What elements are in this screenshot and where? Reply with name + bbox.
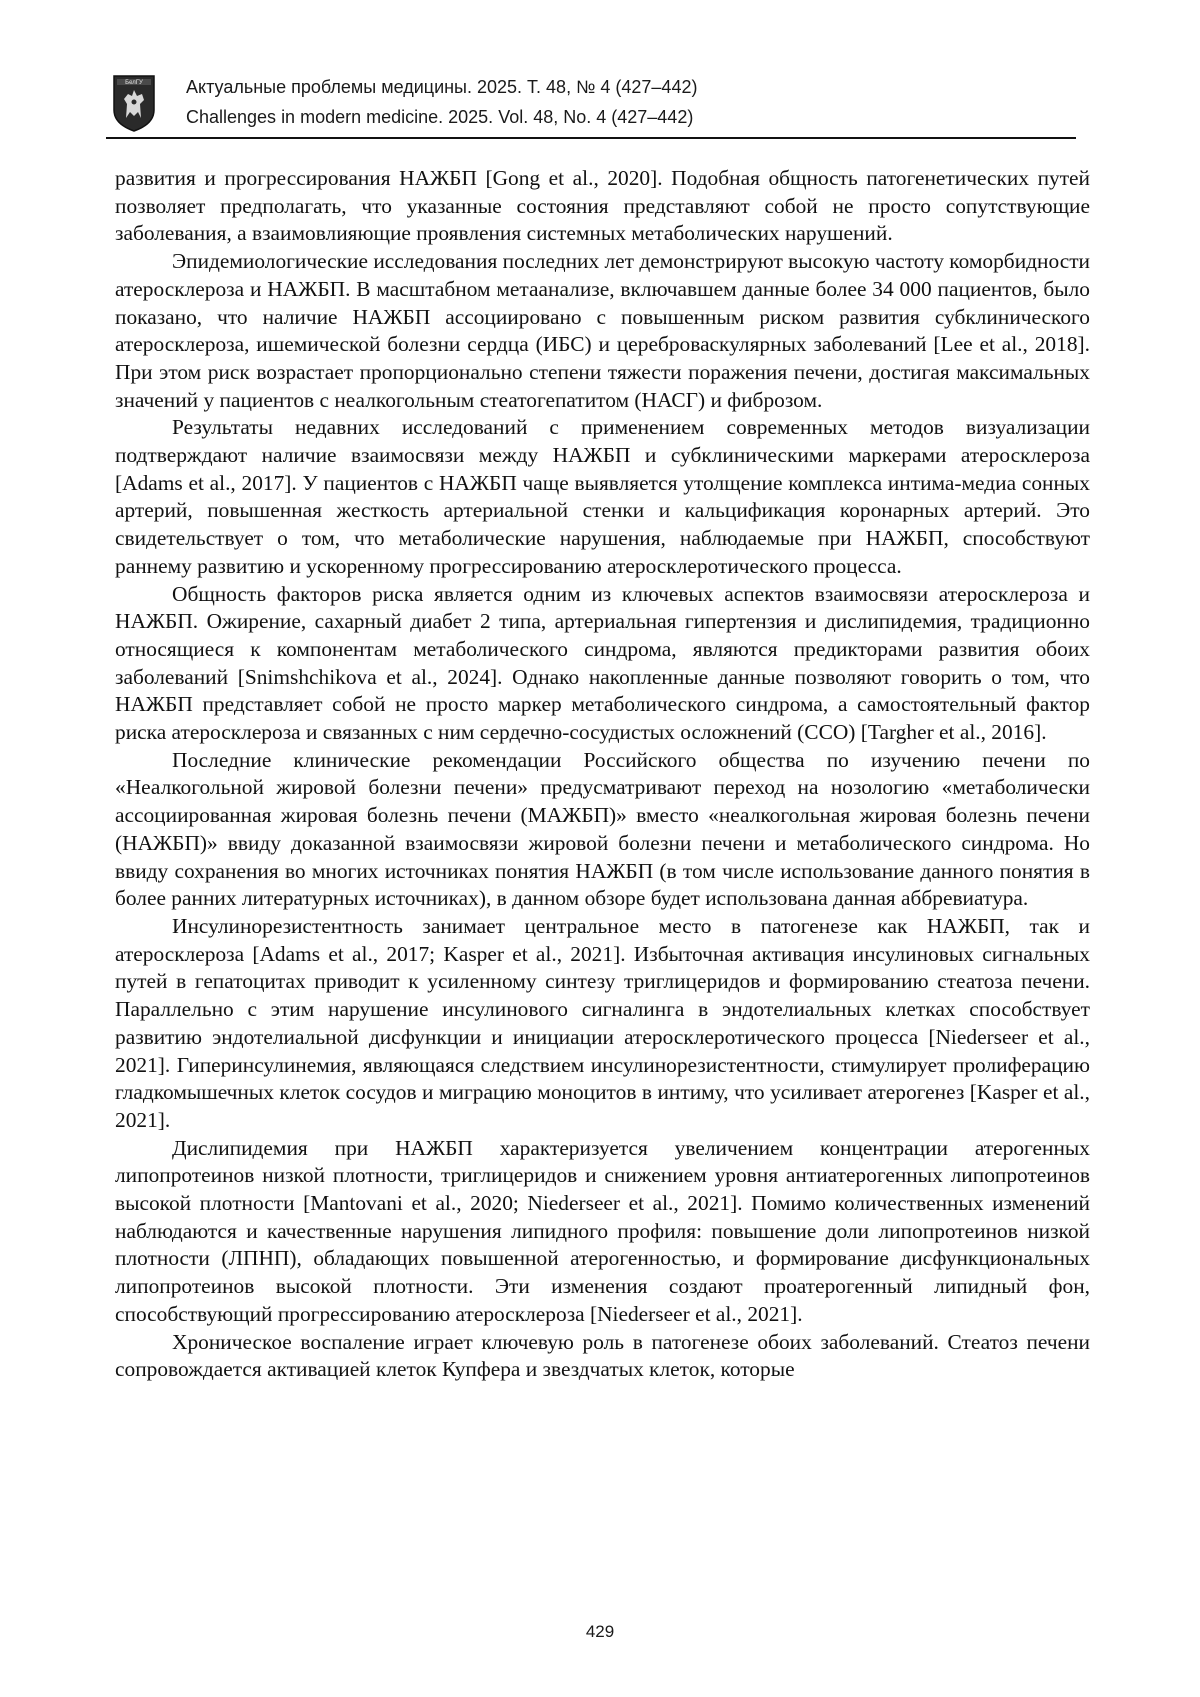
paragraph: Дислипидемия при НАЖБП характеризуется увеличением концентрации атерогенных липопротеинов низкой плотности, триглицеридов и снижением уровня антиатерогенных липопротеинов высокой плотности [Mantovani et al., 2020; Niederseer et al., 2021]. Помимо количественных изменений наблюдаются и качественные нарушения липидного профиля: повышение доли липопротеинов низкой плотности (ЛПНП), обладающих повышенной атерогенностью, и формирование дисфункциональных липопротеинов высокой плотности. Эти изменения создают проатерогенный липидный фон, способствующий прогрессированию атеросклероза [Niederseer et al., 2021]. [115, 1135, 1090, 1326]
paragraph: Хроническое воспаление играет ключевую роль в патогенезе обоих заболеваний. Стеатоз печени сопровождается активацией клеток Купфера и звездчатых клеток, которые [115, 1329, 1090, 1382]
journal-title-ru: Актуальные проблемы медицины. 2025. Т. 48, № 4 (427–442) [186, 77, 698, 97]
paragraph: развития и прогрессирования НАЖБП [Gong et al., 2020]. Подобная общность патогенетических путей позволяет предполагать, что указанные состояния представляют собой не просто сопутствующие заболевания, а взаимовлияющие проявления системных метаболических нарушений. [115, 166, 1090, 246]
paragraph: Общность факторов риска является одним из ключевых аспектов взаимосвязи атеросклероза и НАЖБП. Ожирение, сахарный диабет 2 типа, артериальная гипертензия и дислипидемия, традиционно относящиеся к компонентам метаболического синдрома, являются предикторами развития обоих заболеваний [Snimshchikova et al., 2024]. Однако накопленные данные позволяют говорить о том, что НАЖБП представляет собой не просто маркер метаболического синдрома, а самостоятельный фактор риска атеросклероза и связанных с ним сердечно-сосудистых осложнений (ССО) [Targher et al., 2016]. [115, 581, 1090, 745]
paragraph: Результаты недавних исследований с применением современных методов визуализации подтверждают наличие взаимосвязи между НАЖБП и субклиническими маркерами атеросклероза [Adams et al., 2017]. У пациентов с НАЖБП чаще выявляется утолщение комплекса интима-медиа сонных артерий, повышенная жесткость артериальной стенки и кальцификация коронарных артерий. Это свидетельствует о том, что метаболические нарушения, наблюдаемые при НАЖБП, способствуют раннему развитию и ускоренному прогрессированию атеросклеротического процесса. [115, 415, 1090, 578]
paragraph: Инсулинорезистентность занимает центральное место в патогенезе как НАЖБП, так и атеросклероза [Adams et al., 2017; Kasper et al., 2021]. Избыточная активация инсулиновых сигнальных путей в гепатоцитах приводит к усиленному синтезу триглицеридов и формированию стеатоза печени. Параллельно с этим нарушение инсулинового сигналинга в эндотелиальных клетках способствует развитию эндотелиальной дисфункции и инициации атеросклеротического процесса [Niederseer et al., 2021]. Гиперинсулинемия, являющаяся следствием инсулинорезистентности, стимулирует пролиферацию гладкомышечных клеток сосудов и миграцию моноцитов в интиму, что усиливает атерогенез [Kasper et al., 2021]. [115, 913, 1090, 1132]
university-crest-icon [112, 74, 156, 132]
journal-title-en: Challenges in modern medicine. 2025. Vol. 48, No. 4 (427–442) [186, 107, 694, 127]
running-header [106, 72, 1076, 138]
header-divider [106, 137, 1076, 139]
paragraph: Эпидемиологические исследования последних лет демонстрируют высокую частоту коморбидности атеросклероза и НАЖБП. В масштабном метаанализе, включавшем данные более 34 000 пациентов, было показано, что наличие НАЖБП ассоциировано с повышенным риском развития субклинического атеросклероза, ишемической болезни сердца (ИБС) и цереброваскулярных заболеваний [Lee et al., 2018]. При этом риск возрастает пропорционально степени тяжести поражения печени, достигая максимальных значений у пациентов с неалкогольным стеатогепатитом (НАСГ) и фиброзом. [115, 249, 1090, 412]
page-number: 429 [585, 1622, 615, 1641]
journal-citation [186, 72, 697, 132]
svg-text:БелГУ: БелГУ [125, 80, 143, 86]
article-body [115, 165, 1090, 1384]
paragraph: Последние клинические рекомендации Российского общества по изучению печени по «Неалкогольной жировой болезни печени» предусматривают переход на нозологию «метаболически ассоциированная жировая болезнь печени (МАЖБП)» вместо «неалкогольная жировая болезнь печени (НАЖБП)» ввиду доказанной взаимосвязи жировой болезни печени и метаболического синдрома. Но ввиду сохранения во многих источниках понятия НАЖБП (в том числе использование данного понятия в более ранних литературных источниках), в данном обзоре будет использована данная аббревиатура. [115, 747, 1090, 911]
